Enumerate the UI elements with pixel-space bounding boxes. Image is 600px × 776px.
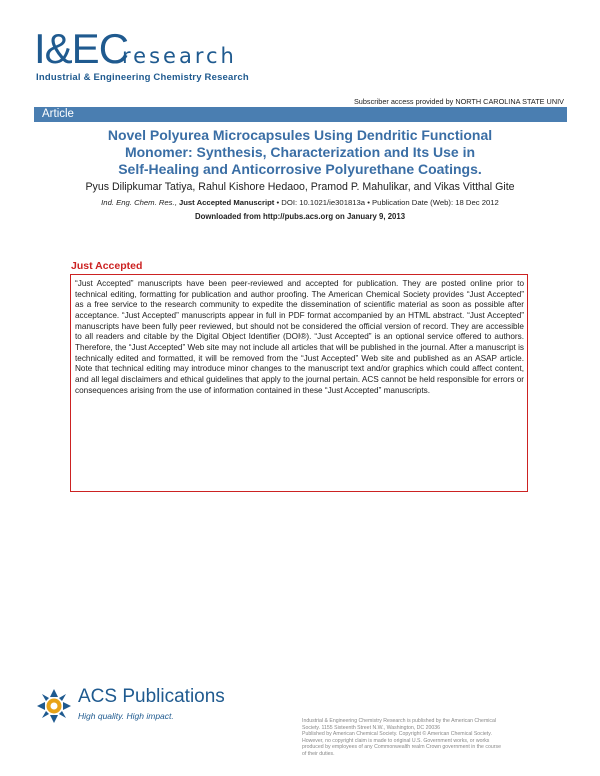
acs-logo-icon bbox=[34, 686, 74, 726]
title-line: Monomer: Synthesis, Characterization and Its Use in bbox=[124, 144, 476, 160]
subscriber-notice: Subscriber access provided by NORTH CAROLINA STATE UNIV bbox=[353, 97, 564, 106]
footer-line: Industrial & Engineering Chemistry Research is published by the American Chemical bbox=[302, 718, 497, 724]
publisher-footer-notice bbox=[302, 718, 572, 758]
journal-logo-subtitle: Industrial & Engineering Chemistry Research bbox=[36, 72, 249, 83]
just-accepted-text: “Just Accepted” manuscripts have been peer-reviewed and accepted for publication. They are posted online prior to technical editing, formatting for publication and author proofing. The American Chemical Society provides “Just Accepted” as a free service to the research community to expedite the dissemination of scientific material as soon as possible after acceptance. “Just Accepted” manuscripts appear in full in PDF format accompanied by an HTML abstract. “Just Accepted” manuscripts have been fully peer reviewed, but should not be considered the official version of record. They are accessible to all readers and citable by the Digital Object Identifier (DOI®). “Just Accepted” is an optional service offered to authors. Therefore, the “Just Accepted” Web site may not include all articles that will be published in the journal. After a manuscript is technically edited and formatted, it will be removed from the “Just Accepted” Web site and published as an ASAP article. Note that technical editing may introduce minor changes to the manuscript text and/or graphics which could affect content, and all legal disclaimers and ethical guidelines that apply to the journal pertain. ACS cannot be held responsible for errors or consequences arising from the use of information contained in these “Just Accepted” manuscripts. bbox=[75, 279, 524, 395]
citation-line bbox=[40, 198, 560, 207]
publisher-tagline: High quality. High impact. bbox=[78, 711, 174, 721]
citation-separator: , bbox=[174, 198, 179, 207]
footer-line: produced by employees of any Commonwealth realm Crown government in the course bbox=[302, 744, 501, 751]
doi-publication-date: • DOI: 10.1021/ie301813a • Publication Date (Web): 18 Dec 2012 bbox=[274, 198, 499, 207]
authors: Pyus Dilipkumar Tatiya, Rahul Kishore Hedaoo, Pramod P. Mahulikar, and Vikas Vitthal Gite bbox=[85, 181, 515, 193]
manuscript-status: Just Accepted Manuscript bbox=[178, 198, 275, 207]
just-accepted-box bbox=[70, 274, 528, 492]
article-bar bbox=[34, 107, 567, 122]
footer-line: of their duties. bbox=[302, 750, 335, 757]
paper-title bbox=[60, 127, 540, 178]
journal-logo-research: research bbox=[122, 44, 237, 68]
footer-line: Published by American Chemical Society. Copyright © American Chemical Society. bbox=[302, 731, 492, 738]
footer-line: Society. 1155 Sixteenth Street N.W., Washington, DC 20036 bbox=[302, 724, 441, 731]
title-line: Novel Polyurea Microcapsules Using Dendritic Functional bbox=[107, 127, 493, 143]
journal-logo-main: I&EC bbox=[34, 25, 129, 72]
footer-line: However, no copyright claim is made to original U.S. Government works, or works bbox=[302, 737, 490, 744]
just-accepted-heading: Just Accepted bbox=[71, 260, 143, 272]
downloaded-notice: Downloaded from http://pubs.acs.org on January 9, 2013 bbox=[194, 212, 406, 221]
journal-abbrev: Ind. Eng. Chem. Res. bbox=[101, 198, 175, 207]
title-line: Self-Healing and Anticorrosive Polyurethane Coatings. bbox=[118, 161, 482, 177]
publisher-name: ACS Publications bbox=[78, 686, 225, 707]
article-label: Article bbox=[42, 108, 74, 120]
